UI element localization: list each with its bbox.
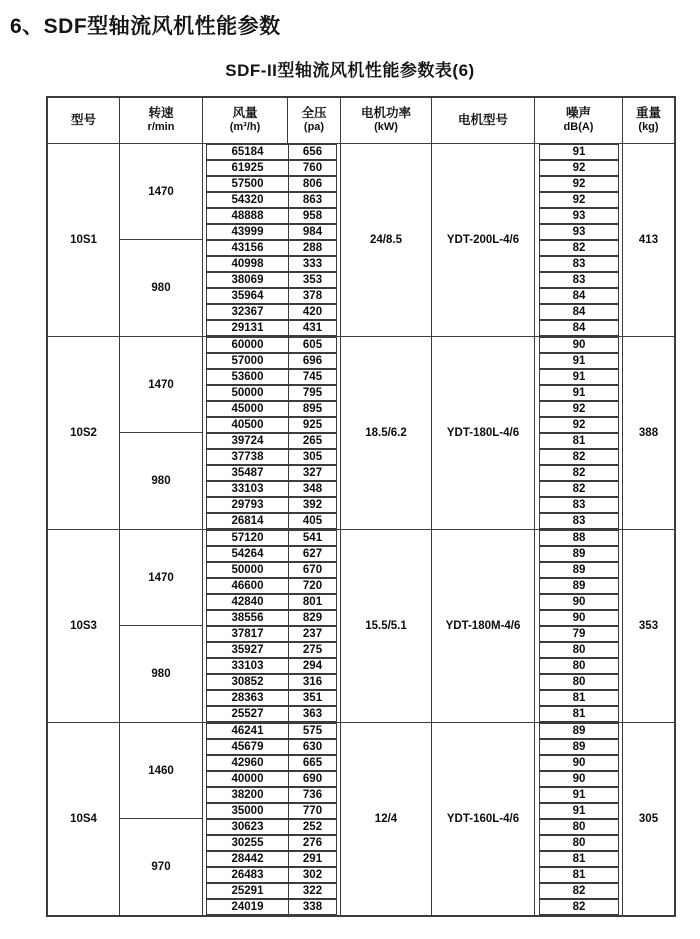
noise-cell: 89	[539, 739, 619, 755]
speed-cell: 1470	[120, 530, 203, 626]
noise-cell: 81	[539, 690, 619, 706]
pressure-cell: 338	[288, 899, 337, 915]
header-total-pressure: 全压 (pa)	[288, 98, 341, 143]
air-volume-cell: 26814	[206, 513, 288, 529]
air-volume-cell: 26483	[206, 867, 288, 883]
speed-cell: 980	[120, 240, 203, 336]
motor-power-cell: 15.5/5.1	[340, 530, 432, 722]
page-title: 6、SDF型轴流风机性能参数	[10, 15, 281, 38]
air-volume-cell: 57000	[206, 353, 288, 369]
motor-model-cell: YDT-180L-4/6	[432, 337, 535, 529]
air-volume-cell: 57120	[206, 530, 288, 546]
air-volume-cell: 35487	[206, 465, 288, 481]
pressure-cell: 363	[288, 706, 337, 722]
air-volume-cell: 43156	[206, 240, 288, 256]
air-volume-cell: 29131	[206, 320, 288, 336]
air-volume-cell: 48888	[206, 208, 288, 224]
noise-cell: 81	[539, 433, 619, 449]
air-volume-cell: 38556	[206, 610, 288, 626]
pressure-cell: 656	[288, 144, 337, 160]
noise-cell: 80	[539, 658, 619, 674]
air-volume-cell: 46241	[206, 723, 288, 739]
noise-cell: 81	[539, 706, 619, 722]
noise-cell: 80	[539, 819, 619, 835]
air-volume-cell: 30623	[206, 819, 288, 835]
noise-cell: 88	[539, 530, 619, 546]
air-volume-cell: 65184	[206, 144, 288, 160]
noise-cell: 82	[539, 481, 619, 497]
noise-cell: 90	[539, 771, 619, 787]
pressure-cell: 294	[288, 658, 337, 674]
noise-cell: 92	[539, 417, 619, 433]
pressure-cell: 895	[288, 401, 337, 417]
air-volume-cell: 25527	[206, 706, 288, 722]
pressure-cell: 252	[288, 819, 337, 835]
noise-cell: 91	[539, 385, 619, 401]
pressure-cell: 984	[288, 224, 337, 240]
noise-cell: 89	[539, 723, 619, 739]
air-volume-cell: 30255	[206, 835, 288, 851]
pressure-cell: 420	[288, 304, 337, 320]
air-volume-cell: 43999	[206, 224, 288, 240]
air-volume-cell: 60000	[206, 337, 288, 353]
weight-cell: 353	[622, 530, 674, 722]
speed-cell: 980	[120, 626, 203, 722]
pressure-cell: 348	[288, 481, 337, 497]
model-cell: 10S3	[48, 530, 120, 722]
noise-cell: 81	[539, 867, 619, 883]
air-volume-cell: 39724	[206, 433, 288, 449]
air-volume-cell: 33103	[206, 658, 288, 674]
header-model: 型号	[48, 98, 120, 143]
pressure-cell: 925	[288, 417, 337, 433]
pressure-cell: 770	[288, 803, 337, 819]
pressure-cell: 305	[288, 449, 337, 465]
pressure-cell: 276	[288, 835, 337, 851]
noise-cell: 91	[539, 353, 619, 369]
motor-model-cell: YDT-180M-4/6	[432, 530, 535, 722]
model-cell: 10S4	[48, 723, 120, 915]
pressure-cell: 795	[288, 385, 337, 401]
speed-cell: 970	[120, 819, 203, 915]
air-volume-cell: 30852	[206, 674, 288, 690]
pressure-cell: 829	[288, 610, 337, 626]
pressure-cell: 627	[288, 546, 337, 562]
table-title: SDF-II型轴流风机性能参数表(6)	[225, 61, 475, 80]
noise-cell: 92	[539, 401, 619, 417]
noise-cell: 90	[539, 755, 619, 771]
noise-cell: 89	[539, 578, 619, 594]
air-volume-cell: 50000	[206, 562, 288, 578]
air-volume-cell: 35927	[206, 642, 288, 658]
noise-cell: 79	[539, 626, 619, 642]
noise-cell: 80	[539, 674, 619, 690]
pressure-cell: 665	[288, 755, 337, 771]
pressure-cell: 696	[288, 353, 337, 369]
pressure-cell: 431	[288, 320, 337, 336]
noise-cell: 91	[539, 144, 619, 160]
model-cell: 10S2	[48, 337, 120, 529]
header-speed: 转速 r/min	[120, 98, 203, 143]
pressure-cell: 745	[288, 369, 337, 385]
noise-cell: 82	[539, 449, 619, 465]
air-volume-cell: 37817	[206, 626, 288, 642]
pressure-cell: 302	[288, 867, 337, 883]
motor-model-cell: YDT-200L-4/6	[432, 144, 535, 336]
noise-cell: 90	[539, 594, 619, 610]
pressure-cell: 720	[288, 578, 337, 594]
noise-cell: 80	[539, 642, 619, 658]
motor-power-cell: 18.5/6.2	[340, 337, 432, 529]
air-volume-cell: 38200	[206, 787, 288, 803]
weight-cell: 413	[622, 144, 674, 336]
pressure-cell: 575	[288, 723, 337, 739]
noise-cell: 80	[539, 835, 619, 851]
noise-cell: 82	[539, 883, 619, 899]
motor-power-cell: 24/8.5	[340, 144, 432, 336]
noise-cell: 84	[539, 288, 619, 304]
table-header-row	[48, 98, 674, 143]
pressure-cell: 322	[288, 883, 337, 899]
air-volume-cell: 35000	[206, 803, 288, 819]
speed-cell: 1470	[120, 144, 203, 240]
air-volume-cell: 28442	[206, 851, 288, 867]
pressure-cell: 690	[288, 771, 337, 787]
air-volume-cell: 40500	[206, 417, 288, 433]
air-volume-cell: 40000	[206, 771, 288, 787]
pressure-cell: 736	[288, 787, 337, 803]
pressure-cell: 275	[288, 642, 337, 658]
speed-cell: 1460	[120, 723, 203, 819]
document-page	[0, 10, 700, 917]
pressure-cell: 392	[288, 497, 337, 513]
air-volume-cell: 53600	[206, 369, 288, 385]
pressure-cell: 353	[288, 272, 337, 288]
air-volume-cell: 24019	[206, 899, 288, 915]
noise-cell: 82	[539, 899, 619, 915]
pressure-cell: 405	[288, 513, 337, 529]
pressure-cell: 806	[288, 176, 337, 192]
pressure-cell: 237	[288, 626, 337, 642]
pressure-cell: 958	[288, 208, 337, 224]
air-volume-cell: 37738	[206, 449, 288, 465]
pressure-cell: 605	[288, 337, 337, 353]
noise-cell: 90	[539, 337, 619, 353]
noise-cell: 93	[539, 224, 619, 240]
noise-cell: 83	[539, 497, 619, 513]
speed-cell: 1470	[120, 337, 203, 433]
noise-cell: 89	[539, 546, 619, 562]
header-weight: 重量 (kg)	[635, 106, 661, 134]
air-volume-cell: 35964	[206, 288, 288, 304]
air-volume-cell: 54320	[206, 192, 288, 208]
noise-cell: 83	[539, 513, 619, 529]
air-volume-cell: 25291	[206, 883, 288, 899]
model-group	[48, 529, 674, 722]
air-volume-cell: 29793	[206, 497, 288, 513]
header-noise: 噪声 dB(A)	[535, 98, 623, 143]
table-body	[48, 143, 674, 915]
pressure-cell: 378	[288, 288, 337, 304]
noise-cell: 82	[539, 465, 619, 481]
pressure-cell: 333	[288, 256, 337, 272]
air-volume-cell: 50000	[206, 385, 288, 401]
air-volume-cell: 40998	[206, 256, 288, 272]
air-volume-cell: 46600	[206, 578, 288, 594]
noise-cell: 91	[539, 803, 619, 819]
pressure-cell: 760	[288, 160, 337, 176]
air-volume-cell: 61925	[206, 160, 288, 176]
pressure-cell: 801	[288, 594, 337, 610]
pressure-cell: 265	[288, 433, 337, 449]
noise-cell: 91	[539, 369, 619, 385]
pressure-cell: 863	[288, 192, 337, 208]
noise-cell: 84	[539, 320, 619, 336]
noise-cell: 82	[539, 240, 619, 256]
noise-cell: 92	[539, 192, 619, 208]
header-motor-power: 电机功率 (kW)	[341, 98, 432, 143]
air-volume-cell: 45679	[206, 739, 288, 755]
noise-cell: 92	[539, 176, 619, 192]
noise-cell: 83	[539, 256, 619, 272]
air-volume-cell: 33103	[206, 481, 288, 497]
air-volume-cell: 54264	[206, 546, 288, 562]
air-volume-cell: 38069	[206, 272, 288, 288]
pressure-cell: 316	[288, 674, 337, 690]
pressure-cell: 541	[288, 530, 337, 546]
noise-cell: 84	[539, 304, 619, 320]
model-group	[48, 722, 674, 915]
air-volume-cell: 42960	[206, 755, 288, 771]
model-group	[48, 143, 674, 336]
noise-cell: 92	[539, 160, 619, 176]
air-volume-cell: 45000	[206, 401, 288, 417]
weight-cell: 388	[622, 337, 674, 529]
noise-cell: 81	[539, 851, 619, 867]
noise-cell: 91	[539, 787, 619, 803]
noise-cell: 93	[539, 208, 619, 224]
pressure-cell: 288	[288, 240, 337, 256]
weight-cell: 305	[622, 723, 674, 915]
model-cell: 10S1	[48, 144, 120, 336]
air-volume-cell: 57500	[206, 176, 288, 192]
model-group	[48, 336, 674, 529]
motor-model-cell: YDT-160L-4/6	[432, 723, 535, 915]
noise-cell: 90	[539, 610, 619, 626]
pressure-cell: 327	[288, 465, 337, 481]
noise-cell: 83	[539, 272, 619, 288]
motor-power-cell: 12/4	[340, 723, 432, 915]
air-volume-cell: 42840	[206, 594, 288, 610]
header-motor-model: 电机型号	[432, 98, 535, 143]
air-volume-cell: 28363	[206, 690, 288, 706]
air-volume-cell: 32367	[206, 304, 288, 320]
pressure-cell: 630	[288, 739, 337, 755]
fan-parameters-table	[46, 96, 676, 917]
header-air-volume: 风量 (m³/h)	[203, 98, 288, 143]
speed-cell: 980	[120, 433, 203, 529]
pressure-cell: 291	[288, 851, 337, 867]
pressure-cell: 670	[288, 562, 337, 578]
pressure-cell: 351	[288, 690, 337, 706]
noise-cell: 89	[539, 562, 619, 578]
